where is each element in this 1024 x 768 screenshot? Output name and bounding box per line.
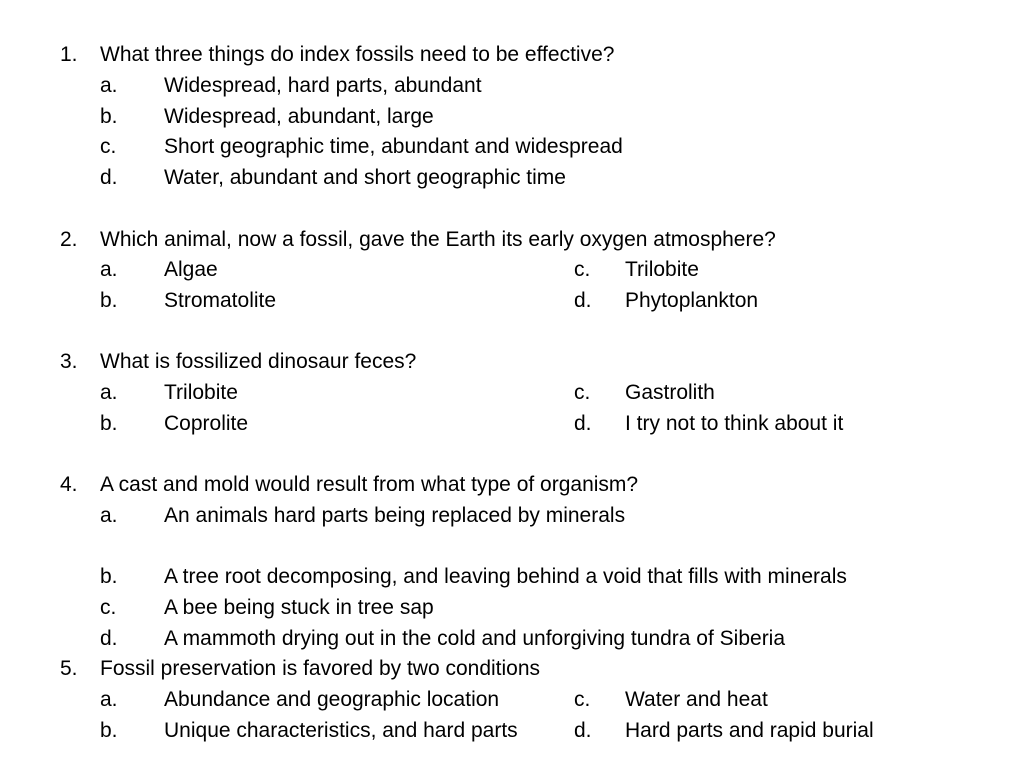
option-text: Coprolite (164, 412, 249, 435)
option-text: A mammoth drying out in the cold and unforgiving tundra of Siberia (164, 627, 786, 650)
question-number: 1. (60, 43, 78, 66)
option-label: a. (100, 258, 118, 281)
option-text: An animals hard parts being replaced by minerals (164, 504, 626, 527)
option-label: c. (574, 258, 591, 281)
option-text: Trilobite (164, 381, 238, 404)
option-text: Abundance and geographic location (164, 688, 500, 711)
question-number: 5. (60, 657, 78, 680)
option-label: c. (574, 688, 591, 711)
option-text: A tree root decomposing, and leaving behind a void that fills with minerals (164, 565, 847, 588)
question-text: A cast and mold would result from what type of organism? (100, 473, 639, 496)
option-text: Widespread, abundant, large (164, 105, 434, 128)
question-number: 3. (60, 350, 78, 373)
question-number: 4. (60, 473, 78, 496)
option-label: b. (100, 289, 118, 312)
question-text: What three things do index fossils need to be effective? (100, 43, 615, 66)
option-label: d. (100, 166, 118, 189)
option-label: c. (574, 381, 591, 404)
option-label: d. (100, 627, 118, 650)
option-text: Water and heat (625, 688, 768, 711)
question-text: What is fossilized dinosaur feces? (100, 350, 417, 373)
option-label: b. (100, 565, 118, 588)
option-label: d. (574, 289, 592, 312)
option-label: b. (100, 412, 118, 435)
option-text: Trilobite (625, 258, 699, 281)
option-label: a. (100, 381, 118, 404)
question-number: 2. (60, 228, 78, 251)
option-text: Phytoplankton (625, 289, 759, 312)
question-text: Fossil preservation is favored by two conditions (100, 657, 541, 680)
option-label: d. (574, 719, 592, 742)
option-text: Stromatolite (164, 289, 277, 312)
option-text: Short geographic time, abundant and widespread (164, 135, 623, 158)
option-label: c. (100, 135, 117, 158)
option-label: a. (100, 504, 118, 527)
option-label: b. (100, 105, 118, 128)
option-text: I try not to think about it (625, 412, 844, 435)
option-text: Widespread, hard parts, abundant (164, 74, 482, 97)
option-text: Algae (164, 258, 218, 281)
option-label: a. (100, 688, 118, 711)
option-label: c. (100, 596, 117, 619)
option-label: a. (100, 74, 118, 97)
option-label: b. (100, 719, 118, 742)
option-label: d. (574, 412, 592, 435)
question-text: Which animal, now a fossil, gave the Earth its early oxygen atmosphere? (100, 228, 776, 251)
option-text: Unique characteristics, and hard parts (164, 719, 518, 742)
option-text: Water, abundant and short geographic time (164, 166, 566, 189)
option-text: Hard parts and rapid burial (625, 719, 874, 742)
option-text: Gastrolith (625, 381, 715, 404)
option-text: A bee being stuck in tree sap (164, 596, 434, 619)
